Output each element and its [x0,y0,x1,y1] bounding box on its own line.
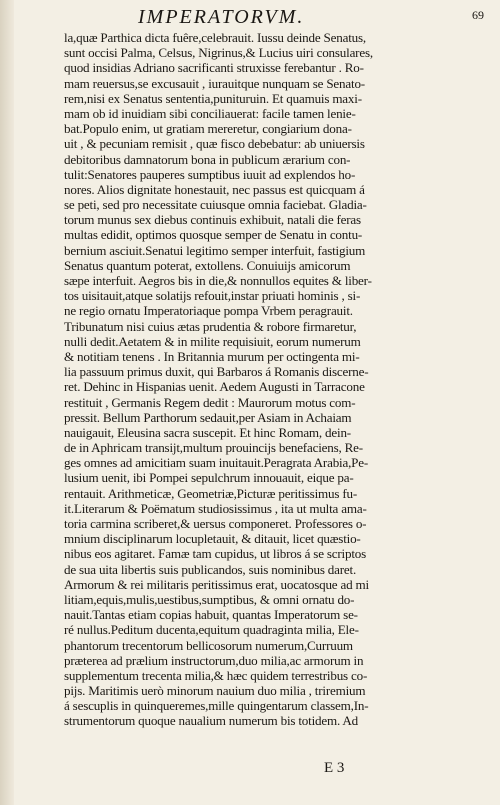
running-title: IMPERATORVM. [138,6,305,28]
text-line: rem,nisi ex Senatus sententia,punituruin. Et quamuis maxi- [64,90,362,106]
text-line: lia passuum primus duxit, qui Barbaros á Romanis discerne- [64,364,369,380]
text-line: litiam,equis,mulis,uestibus,sumptibus, & omni ornatu do- [64,591,355,607]
text-line: & notitiam tenens . In Britannia murum per octingenta mi- [64,348,360,364]
text-line: lusium uenit, ibi Pompei sepulchrum innouauit, eique pa- [64,470,354,486]
text-line: phantorum trecentorum bellicosorum numerum,Curruum [64,637,353,653]
text-line: rentauit. Arithmeticæ, Geometriæ,Picturæ peritissimus fu- [64,485,357,501]
text-line: nores. Alios dignitate honestauit, nec passus est quicquam á [64,181,365,197]
text-line: debitoribus damnatorum bona in publicum ærarium con- [64,151,351,167]
text-line: torum munus sex diebus continuis exhibuit, natali die feras [64,212,361,228]
text-line: la,quæ Parthica dicta fuêre,celebrauit. Iussu deinde Senatus, [64,30,366,45]
text-line: quod insidias Adriano sacrificanti struxisse ferebantur . Ro- [64,60,364,76]
text-line: bernium asciuit.Senatui legitimo semper interfuit, fastigium [64,242,366,258]
text-line: pressit. Bellum Parthorum sedauit,per Asiam in Achaiam [64,409,352,425]
text-line: ret. Dehinc in Hispanias uenit. Aedem Augusti in Tarracone [64,379,365,395]
text-line: ges omnes ad amicitiam suam inuitauit.Peragrata Arabia,Pe- [64,455,369,471]
text-line: nibus eos agitaret. Famæ tam cupidus, ut libros á se scriptos [64,546,367,562]
page-gutter-shadow [0,0,14,805]
page-header [70,6,490,30]
text-body [64,30,430,729]
text-line: Senatus quantum poterat, extollens. Conuiuijs amicorum [64,257,351,273]
text-line: supplementum trecenta milia,& hæc quidem terrestribus co- [64,667,368,683]
text-line: restituit , Germanis Regem dedit : Maurorum motus com- [64,394,356,410]
text-line: præterea ad prælium instructorum,duo milia,ac armorum in [64,652,364,668]
text-line: strumentorum quoque naualium numerum bis totidem. Ad [64,713,358,729]
text-line: á sescuplis in quinqueremes,mille quingentarum classem,In- [64,698,369,714]
text-line: sæpe interfuit. Aegros bis in die,& nonnullos equites & liber- [64,273,372,288]
text-line: Armorum & rei militaris peritissimus erat, uocatosque ad mi [64,576,369,592]
text-line: se peti, sed pro necessitate cuiusque omnia faciebat. Gladia- [64,197,367,213]
text-line: nauit.Tantas etiam copias habuit, quantas Imperatorum se- [64,607,358,623]
text-line: tulit:Senatores pauperes sumptibus iuuit ad explendos ho- [64,166,356,182]
text-line: nauigauit, Eleusina sacra suscepit. Et hinc Romam, dein- [64,424,351,440]
text-line: sunt occisi Palma, Celsus, Nigrinus,& Lucius uiri consulares, [64,45,373,61]
text-line: toria carmina scriberet,& uersus componeret. Professores o- [64,516,367,531]
text-line: de in Aphricam transijt,multum prouincijs benefaciens, Re- [64,440,363,456]
text-line: tos uisitauit,atque solatijs refouit,instar priuati hominis , si- [64,288,361,304]
text-line: ne regio ornatu Imperatoriaque pompa Vrbem peragrauit. [64,303,353,319]
text-line: uit , & pecuniam remisit , quæ fisco debebatur: ab uniuersis [64,136,365,152]
text-line: mnium disciplinarum locupletauit, & ditauit, licet quæstio- [64,531,361,547]
text-line: it.Literarum & Poëmatum studiosissimus , ita ut multa ama- [64,500,367,516]
text-line: nulli dedit.Aetatem & in milite requisiuit, eorum numerum [64,333,361,349]
text-line: pijs. Maritimis uerò minorum nauium duo milia , triremium [64,683,366,699]
signature-mark: E 3 [324,760,345,776]
folio-number: 69 [472,8,484,22]
text-line: de sua uita libertis suis publicandos, suis nominibus daret. [64,561,357,577]
text-line: mam ob id inuidiam sibi conciliauerat: facile tamen lenie- [64,105,356,121]
text-line: ré nullus.Peditum ducenta,equitum quadraginta milia, Ele- [64,622,359,638]
text-line: Tribunatum nisi cuius ætas prudentia & robore firmaretur, [64,318,357,334]
text-line: mam reuersus,se excusauit , iurauitque nunquam se Senato- [64,75,365,91]
text-line: bat.Populo enim, ut gratiam mereretur, congiarium dona- [64,121,352,137]
text-line: multas edidit, optimos quosque semper de Senatu in contu- [64,227,363,243]
